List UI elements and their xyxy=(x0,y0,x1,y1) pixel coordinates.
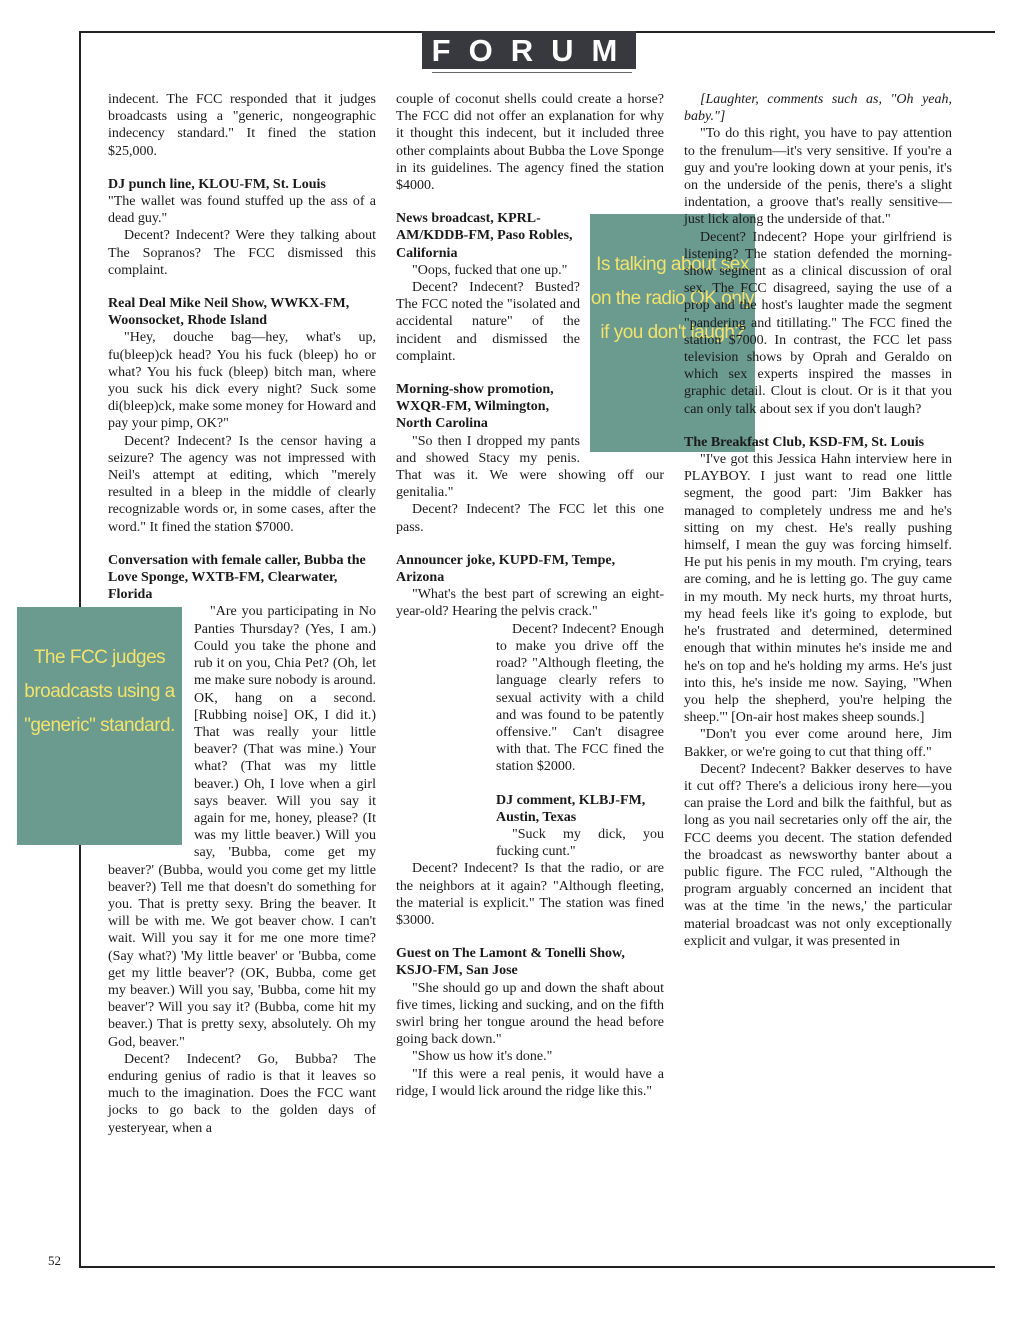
quote-text: "Are you participating in No Panties Thursday? (Yes, I am.) Could you take the phone and rub it on you, Chia Pet? (Oh, let me make sure nobody is around. OK, hang on a second. [Rubbing noise] OK, I did it.) That was really your little beaver? (That was mine.) Your what? (That was my little beaver.) Oh, I love when a girl says beaver. Will you say it again for me, honey, please? (It was my little beaver.) Will you say, 'Bubba, come get my beaver?' (Bubba, would you come get my little beaver?) Tell me that doesn't do something for you. That is pretty sexy. Bring the beaver. It will be with me. We got beaver chow. I can't wait. Will you say it for me one more time? (Say what?) 'My little beaver' or 'Bubba, come get my little beaver'? (OK, Bubba, come get my beaver.) Will you say, 'Bubba, come hit my beaver'? Will you say it? (Bubba, come hit my beaver.) That is pretty sexy, absolutely. Oh my God, beaver." xyxy=(108,604,376,1050)
paragraph: indecent. The FCC responded that it judges broadcasts using a "generic, nongeographic indecency standard." It fined the station $25,000. xyxy=(108,92,376,159)
banner-rule xyxy=(432,72,632,73)
section-heading: The Breakfast Club, KSD-FM, St. Louis xyxy=(684,434,925,450)
section-heading: DJ punch line, KLOU-FM, St. Louis xyxy=(108,176,326,192)
column-3 xyxy=(684,91,952,1259)
quote-paragraph: "She should go up and down the shaft about five times, licking and sucking, and on the fifth swirl bring her tongue around the head before going back down." xyxy=(396,980,664,1048)
quote-paragraph: "So then I dropped my pants and showed Stacy my penis. That was it. We were showing off our genitalia." xyxy=(396,433,664,501)
paragraph: Decent? Indecent? Hope your girlfriend is listening? The station defended the morning-show segment as a clinical discussion of oral sex. The FCC disagreed, saying the use of a prop and the host's laughter made the segment "pandering and titillating." The FCC fined the station $7000. In contrast, the FCC let pass television shows by Oprah and Geraldo on which sex experts inspired the masses in graphic detail. Clout is clout. Or is it that you can only talk about sex if you don't laugh? xyxy=(684,229,952,417)
pull-quote-right: Is talking about sex on the radio OK only if you don't laugh? xyxy=(590,214,755,452)
quote-paragraph: "Oops, fucked that one up." xyxy=(412,262,568,278)
paragraph: Decent? Indecent? Bakker deserves to have it cut off? There's a delicious irony here—you can praise the Lord and bilk the faithful, but as long as you nail secretaries only off the air, the FCC deems you decent. The station defended the broadcast as newsworthy banter about a public figure. The FCC ruled, "Although the program arguably concerned an incident that was at the time 'in the news,' the particular material broadcast was not only exceptionally explicit and vulgar, it was presented in xyxy=(684,761,952,949)
pull-quote-left: The FCC judges broadcasts using a "generic" standard. xyxy=(17,607,182,845)
quote-paragraph: "To do this right, you have to pay attention to the frenulum—it's very sensitive. If you're a guy and you're looking down at your penis, it's on the underside of the penis, there's a slight indentation, a groove that's really sensitive—just lick along the underside of that." xyxy=(684,126,952,228)
column-2 xyxy=(396,91,755,1259)
section-banner: FORUM xyxy=(422,31,636,69)
paragraph: Decent? Indecent? Is the censor having a seizure? The agency was not impressed with Neil's attempt at editing, which "merely resulted in a bleep in the middle of clearly recognizable words or, in some cases, after the word." It fined the station $7000. xyxy=(108,433,376,535)
section-heading: Announcer joke, KUPD-FM, Tempe, Arizona xyxy=(396,552,616,586)
quote-paragraph: "Don't you ever come around here, Jim Bakker, or we're going to cut that thing off." xyxy=(684,727,952,760)
section-heading: Guest on The Lamont & Tonelli Show, KSJO-FM, San Jose xyxy=(396,946,625,979)
paragraph: [Laughter, comments such as, "Oh yeah, baby."] xyxy=(684,92,952,125)
section-heading: DJ comment, KLBJ-FM, Austin, Texas xyxy=(496,792,646,825)
paragraph: Decent? Indecent? Go, Bubba? The enduring genius of radio is that it leaves so much to the imagination. Does the FCC want jocks to go back to the golden days of yesteryear, when a xyxy=(108,1051,376,1136)
quote-paragraph xyxy=(24,603,376,1050)
paragraph: Decent? Indecent? Busted? The FCC noted the "isolated and accidental nature" of the incident and dismissed the complaint. xyxy=(396,280,580,364)
paragraph: Decent? Indecent? Were they talking about The Sopranos? The FCC dismissed this complaint. xyxy=(108,228,376,278)
section-heading: Real Deal Mike Neil Show, WWKX-FM, Woonsocket, Rhode Island xyxy=(108,296,350,329)
column-1 xyxy=(24,91,376,1259)
page-number: 52 xyxy=(48,1253,61,1268)
quote-paragraph: "What's the best part of screwing an eight-year-old? Hearing the pelvis crack." xyxy=(396,587,664,620)
heading-text: News broadcast, KPRL-AM/KDDB-FM, Paso Robles, California xyxy=(396,211,573,261)
paragraph: Decent? Indecent? Is that the radio, or are the neighbors at it again? "Although fleeting, the material is explicit." The station was fined $3000. xyxy=(396,861,664,928)
page-frame-bottom xyxy=(79,1266,995,1268)
quote-paragraph: "The wallet was found stuffed up the ass of a dead guy." xyxy=(108,194,376,227)
paragraph: Decent? Indecent? The FCC let this one pass. xyxy=(396,502,664,535)
quote-paragraph: "Suck my dick, you fucking cunt." xyxy=(496,826,664,860)
section-heading: Morning-show promotion, WXQR-FM, Wilmington, North Carolina xyxy=(396,382,554,432)
paragraph: Decent? Indecent? Enough to make you drive off the road? "Although fleeting, the language clearly refers to sexual activity with a child and was found to be patently offensive." Can't disagree with that. The FCC fined the station $2000. xyxy=(496,621,664,775)
quote-paragraph: "Show us how it's done." xyxy=(412,1049,553,1065)
quote-paragraph: "If this were a real penis, it would have a ridge, I would lick around the ridge like this." xyxy=(396,1066,664,1099)
quote-paragraph: "Hey, douche bag—hey, what's up, fu(bleep)ck head? You his fuck (bleep) ho or what? You his fuck (bleep) bitch man, where you suck his dick every night? Suck some di(bleep)ck, make some money for Howard and pay your pimp, OK?" xyxy=(108,330,376,432)
paragraph: couple of coconut shells could create a horse? The FCC did not offer an explanation for why it thought this indecent, but it included three other complaints about Bubba the Love Sponge in its guidelines. The agency fined the station $4000. xyxy=(396,92,664,194)
section-heading: Conversation with female caller, Bubba the Love Sponge, WXTB-FM, Clearwater, Florida xyxy=(108,552,366,603)
quote-paragraph: "I've got this Jessica Hahn interview here in PLAYBOY. I just want to read one little segment, the good part: 'Jim Bakker has managed to completely undress me and he's sitting on my chest. He's really pushing himself, I mean the guy was forcing himself. He put his penis in my mouth. I'm crying, tears are coming, and he is letting go. The guy came in my mouth. My neck hurts, my throat hurts, my head feels like it's going to explode, but he's frustrated and determined, determined enough that within minutes he's inside me and he's on top and he's holding my arms. He's just into this, he's inside me now. Saying, "When you help the shepherd, you're helping the sheep."' [On-air host makes sheep sounds.] xyxy=(684,452,952,726)
